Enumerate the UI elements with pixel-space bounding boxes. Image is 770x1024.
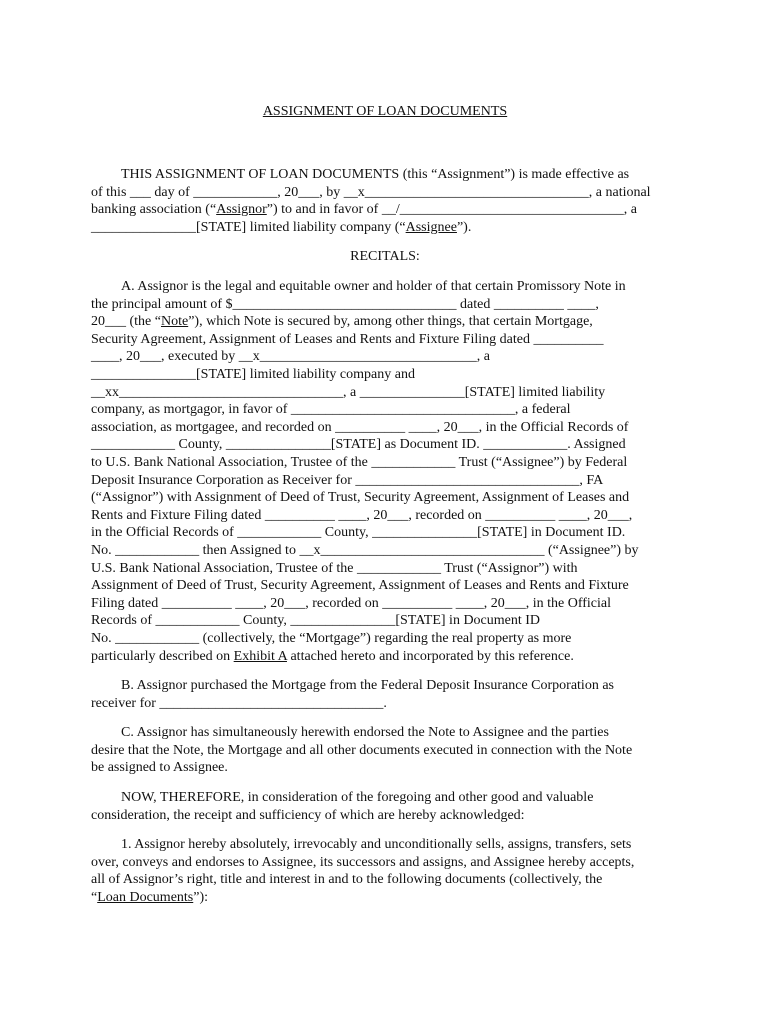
intro-line-3 [91, 201, 637, 219]
exhibit-a-reference: Exhibit A [233, 648, 287, 664]
para-c-line-1: C. Assignor has simultaneously herewith endorsed the Note to Assignee and the parties [121, 725, 609, 740]
intro-line-2: of this ___ day of ____________, 20___, by __x________________________________, a national [91, 184, 651, 200]
intro-line-3-pre: banking association (“ [91, 202, 217, 218]
para-1-line-4-pre: “ [91, 889, 98, 905]
para-a-line-7: __xx________________________________, a _______________[STATE] limited liability [91, 384, 606, 400]
para-a-line-15: in the Official Records of ____________ County, _______________[STATE] in Document ID. [91, 525, 626, 541]
para-a-line-1: A. Assignor is the legal and equitable owner and holder of that certain Promissory Note in [121, 279, 626, 294]
para-a-line-13: (“Assignor”) with Assignment of Deed of Trust, Security Agreement, Assignment of Leases and [91, 490, 630, 506]
para-a-line-16: No. ____________ then Assigned to __x________________________________ (“Assignee”) by [91, 543, 639, 558]
para-c-line-2: desire that the Note, the Mortgage and all other documents executed in connection with the Note [91, 742, 633, 758]
loan-documents-defined-term: Loan Documents [97, 889, 194, 905]
para-c-line-3: be assigned to Assignee. [91, 760, 228, 776]
para-a-line-22-post: attached hereto and incorporated by this reference. [286, 648, 574, 664]
intro-line-4-post: ”). [456, 219, 472, 235]
para-1-line-1: 1. Assignor hereby absolutely, irrevocably and unconditionally sells, assigns, transfers, sets [121, 837, 632, 852]
para-b-line-1: B. Assignor purchased the Mortgage from the Federal Deposit Insurance Corporation as [121, 678, 614, 693]
recitals-heading: RECITALS: [350, 249, 420, 264]
intro-line-4 [91, 219, 471, 237]
intro-line-4-pre: _______________[STATE] limited liability company (“ [91, 219, 406, 235]
para-a-line-12: Deposit Insurance Corporation as Receiver for ________________________________, FA [91, 472, 604, 488]
para-a-line-22-pre: particularly described on [91, 648, 234, 664]
para-1-line-4 [91, 889, 208, 907]
intro-line-3-post: ”) to and in favor of __/________________________________, a [266, 202, 637, 218]
note-defined-term: Note [160, 314, 189, 330]
para-a-line-3-post: ”), which Note is secured by, among other things, that certain Mortgage, [188, 314, 593, 330]
para-a-line-6: _______________[STATE] limited liability company and [91, 367, 415, 382]
para-a-line-18: Assignment of Deed of Trust, Security Agreement, Assignment of Leases and Rents and Fixture [91, 578, 629, 594]
para-a-line-4: Security Agreement, Assignment of Leases and Rents and Fixture Filing dated __________ [91, 331, 604, 347]
para-a-line-5: ____, 20___, executed by __x_______________________________, a [91, 349, 490, 365]
intro-line-1: THIS ASSIGNMENT OF LOAN DOCUMENTS (this “Assignment”) is made effective as [121, 167, 630, 182]
para-1-line-3: all of Assignor’s right, title and interest in and to the following documents (collectively, the [91, 872, 603, 888]
para-a-line-11: to U.S. Bank National Association, Trustee of the ____________ Trust (“Assignee”) by Federal [91, 455, 628, 470]
para-1-line-2: over, conveys and endorses to Assignee, its successors and assigns, and Assignee hereby accepts, [91, 854, 635, 870]
para-a-line-19: Filing dated __________ ____, 20___, recorded on __________ ____, 20___, in the Official [91, 595, 612, 611]
para-now-line-1: NOW, THEREFORE, in consideration of the foregoing and other good and valuable [121, 790, 594, 805]
para-1-line-4-post: ”): [193, 889, 209, 905]
document-title: ASSIGNMENT OF LOAN DOCUMENTS [262, 104, 508, 119]
para-a-line-2: the principal amount of $________________________________ dated __________ ____, [91, 296, 599, 312]
para-now-line-2: consideration, the receipt and sufficiency of which are hereby acknowledged: [91, 807, 525, 823]
para-a-line-3-pre: 20___ (the “ [91, 314, 161, 330]
assignee-defined-term: Assignee [405, 219, 457, 235]
para-a-line-8: company, as mortgagor, in favor of ________________________________, a federal [91, 402, 571, 418]
para-a-line-10: ____________ County, _______________[STATE] as Document ID. ____________. Assigned [91, 437, 626, 453]
para-a-line-9: association, as mortgagee, and recorded on __________ ____, 20___, in the Official Records of [91, 419, 629, 435]
para-a-line-22 [91, 648, 574, 666]
para-a-line-20: Records of ____________ County, _______________[STATE] in Document ID [91, 613, 541, 629]
para-a-line-17: U.S. Bank National Association, Trustee of the ____________ Trust (“Assignor”) with [91, 560, 578, 576]
para-b-line-2: receiver for ________________________________. [91, 695, 387, 711]
para-a-line-14: Rents and Fixture Filing dated __________ ____, 20___, recorded on __________ ____, 20___, [91, 507, 633, 523]
assignor-defined-term: Assignor [216, 202, 267, 218]
para-a-line-3 [91, 313, 593, 331]
para-a-line-21: No. ____________ (collectively, the “Mortgage”) regarding the real property as more [91, 631, 572, 646]
